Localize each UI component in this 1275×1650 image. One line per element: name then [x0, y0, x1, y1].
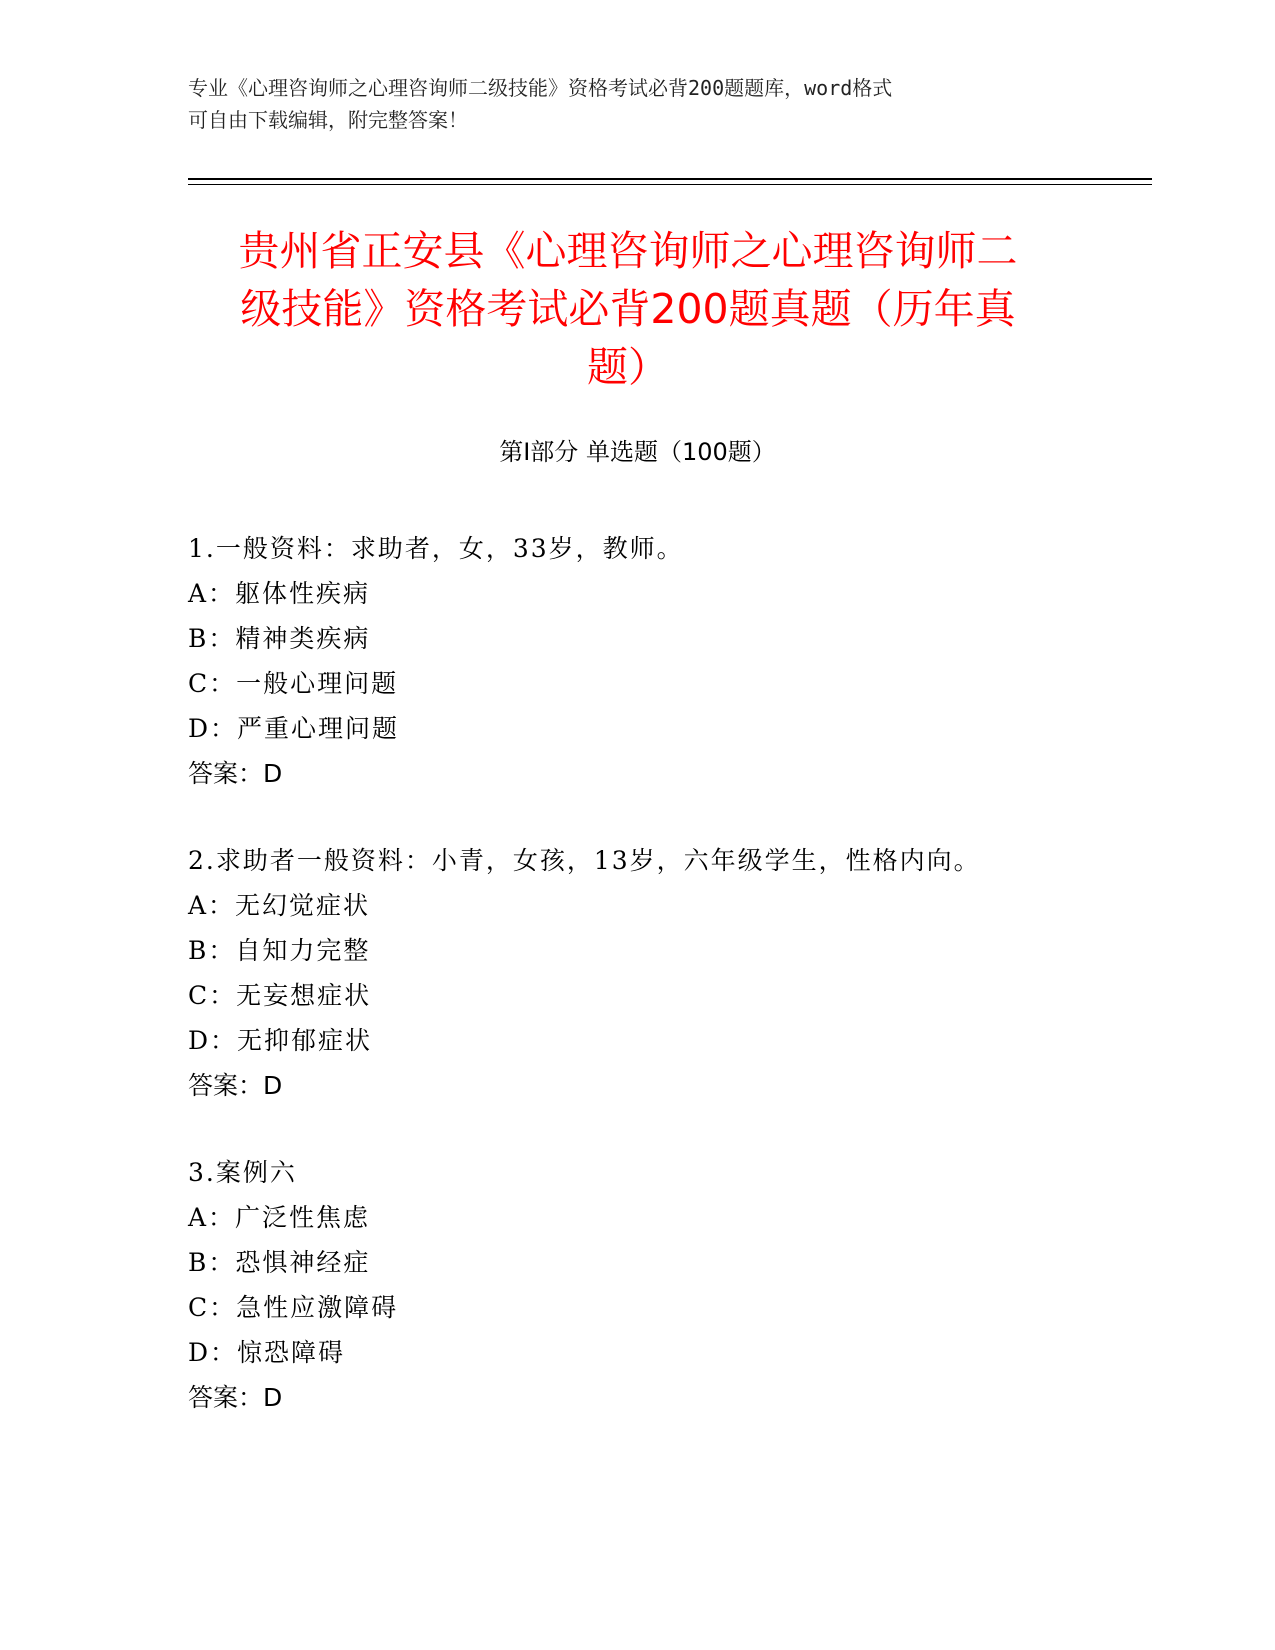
question-stem: 3.案例六: [188, 1158, 297, 1187]
header-divider-thick: [188, 178, 1152, 180]
option-b: B：精神类疾病: [188, 624, 371, 653]
header-divider-thin: [188, 184, 1152, 185]
option-d: D：惊恐障碍: [188, 1338, 346, 1367]
option-a: A：无幻觉症状: [188, 891, 371, 920]
option-c: C：急性应激障碍: [188, 1293, 399, 1322]
document-title: [188, 222, 1068, 396]
option-d: D：严重心理问题: [188, 714, 400, 743]
option-b: B：恐惧神经症: [188, 1248, 371, 1277]
header-note-line-1: 专业《心理咨询师之心理咨询师二级技能》资格考试必背200题题库，word格式: [188, 76, 893, 100]
option-a: A：广泛性焦虑: [188, 1203, 371, 1232]
answer-line: 答案：D: [188, 1383, 283, 1412]
section-title: 第Ⅰ部分 单选题（100题）: [499, 438, 776, 466]
question-list: [188, 526, 1148, 1462]
question-stem: 2.求助者一般资料：小青，女孩，13岁，六年级学生，性格内向。: [188, 846, 981, 875]
question-1: [188, 526, 1148, 796]
option-c: C：一般心理问题: [188, 669, 399, 698]
title-line-2: 级技能》资格考试必背200题真题（历年真: [240, 285, 1016, 333]
question-3: [188, 1150, 1148, 1420]
answer-line: 答案：D: [188, 759, 283, 788]
header-note: [188, 72, 1068, 136]
title-line-3: 题）: [587, 343, 669, 391]
option-d: D：无抑郁症状: [188, 1026, 373, 1055]
question-stem: 1.一般资料：求助者，女，33岁，教师。: [188, 534, 684, 563]
option-a: A：躯体性疾病: [188, 579, 371, 608]
header-note-line-2: 可自由下载编辑，附完整答案！: [188, 108, 468, 132]
question-2: [188, 838, 1148, 1108]
option-c: C：无妄想症状: [188, 981, 372, 1010]
title-line-1: 贵州省正安县《心理咨询师之心理咨询师二: [238, 227, 1018, 275]
answer-line: 答案：D: [188, 1071, 283, 1100]
option-b: B：自知力完整: [188, 936, 371, 965]
